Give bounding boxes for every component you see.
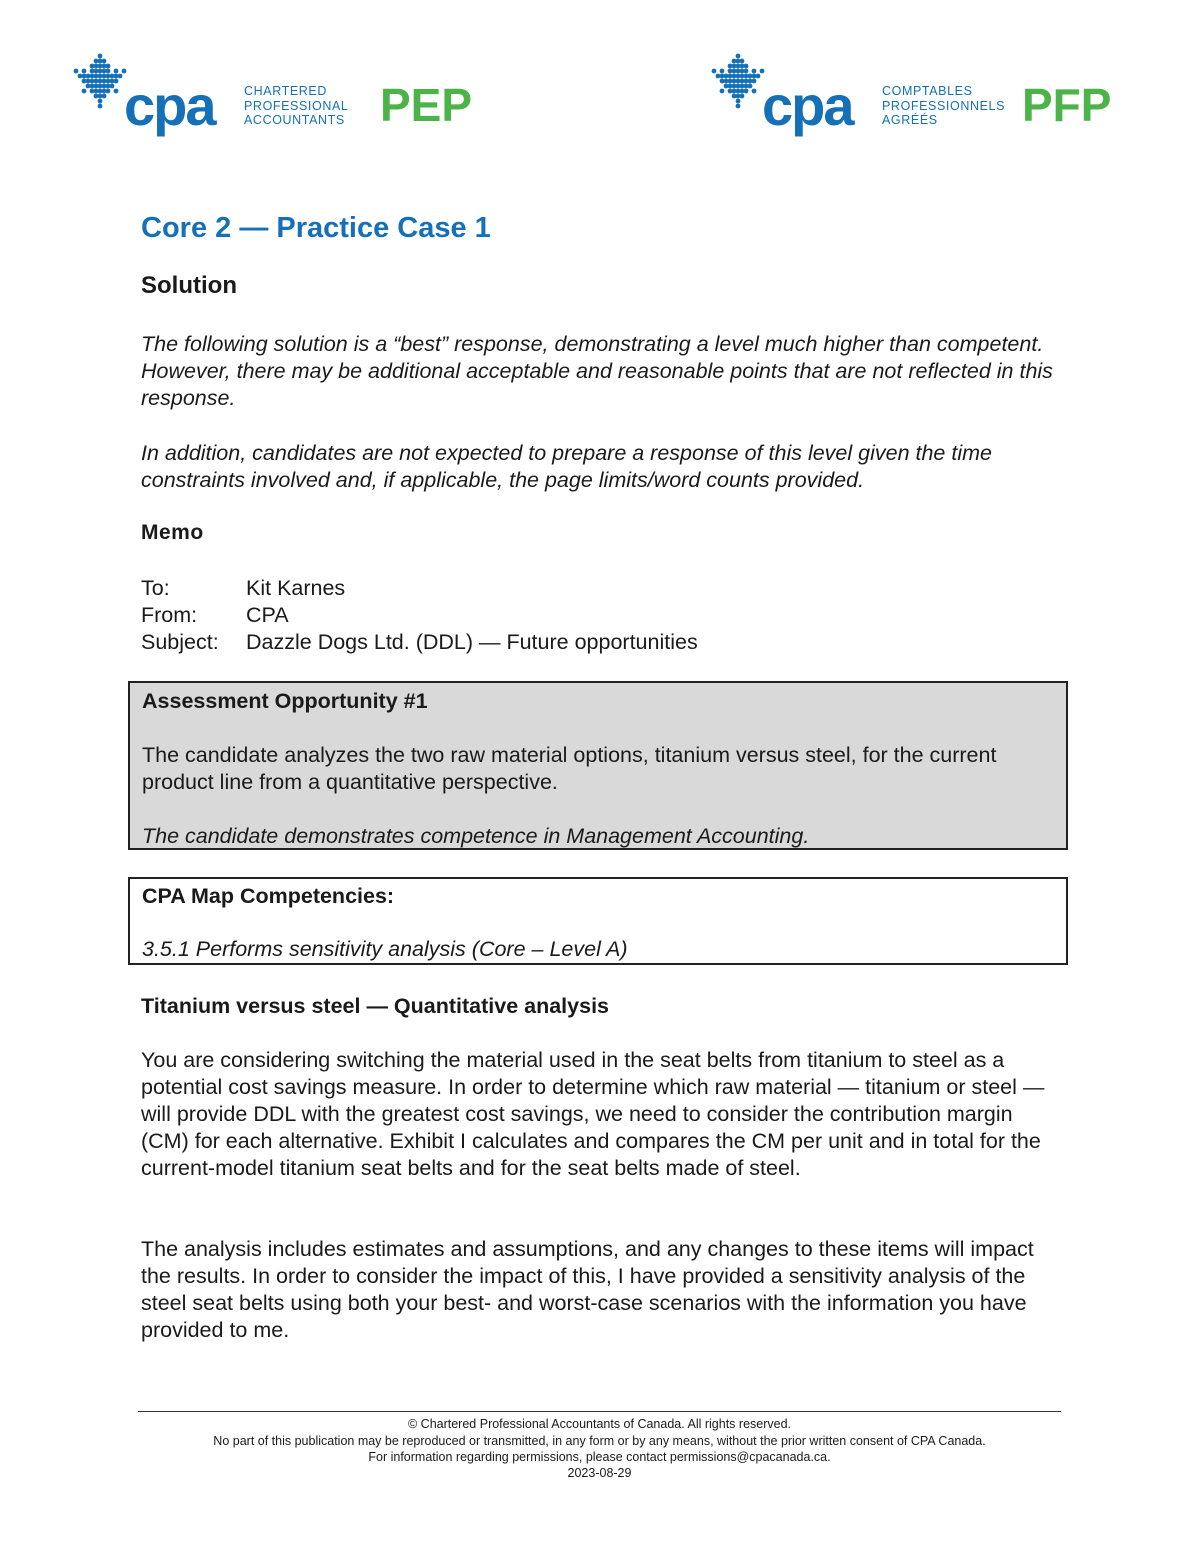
cpa-logo-english (72, 52, 492, 142)
assessment-opportunity-box (128, 681, 1068, 850)
footer-copyright: © Chartered Professional Accountants of Canada. All rights reserved. (407, 1417, 792, 1431)
memo-subject-value: Dazzle Dogs Ltd. (DDL) — Future opportunities (246, 630, 698, 654)
body-paragraph: The analysis includes estimates and assumptions, and any changes to these items will impact the results. In order to consider the impact of this, I have provided a sensitivity analysis of the steel seat belts using both your best- and worst-case scenarios with the information you have provided to me. (141, 1237, 1034, 1342)
memo-subject-label: Subject: (141, 630, 219, 654)
cpa-logo-french (710, 52, 1130, 142)
page-title: Core 2 — Practice Case 1 (141, 212, 491, 244)
competency-item: 3.5.1 Performs sensitivity analysis (Core – Level A) (142, 937, 628, 961)
logo-subtitle-line: PROFESSIONNELS (882, 98, 1006, 113)
memo-to-label: To: (141, 576, 170, 600)
assessment-heading: Assessment Opportunity #1 (142, 689, 428, 713)
memo-from-value: CPA (246, 603, 289, 627)
logo-subtitle-line: CHARTERED (244, 84, 327, 98)
maple-leaf-dots-icon (72, 52, 128, 116)
assessment-competence: The candidate demonstrates competence in Management Accounting. (142, 824, 810, 848)
competencies-box (128, 877, 1068, 965)
logo-subtitle-line: AGRÉÉS (882, 113, 938, 127)
competencies-heading: CPA Map Competencies: (142, 884, 395, 908)
footer-notice: No part of this publication may be reproduced or transmitted, in any form or by any means, without the prior written consent of CPA Canada. (213, 1434, 986, 1448)
maple-leaf-dots-icon (710, 52, 766, 116)
program-tag: PEP (380, 79, 473, 131)
cpa-wordmark: cpa (762, 74, 853, 137)
memo-label: Memo (141, 521, 204, 544)
intro-paragraph: In addition, candidates are not expected to prepare a response of this level given the time constraints involved and, if applicable, the page limits/word counts provided. (141, 441, 992, 492)
footer-permissions: For information regarding permissions, please contact permissions@cpacanada.ca. (368, 1450, 831, 1464)
body-paragraph: You are considering switching the material used in the seat belts from titanium to steel as a potential cost savings measure. In order to determine which raw material — titanium or steel — will provide DDL with the greatest cost savings, we need to consider the contribution margin (CM) for each alternative. Exhibit I calculates and compares the CM per unit and in total for the current-model titanium seat belts and for the seat belts made of steel. (141, 1048, 1045, 1180)
section-heading: Titanium versus steel — Quantitative analysis (141, 994, 610, 1018)
assessment-text: The candidate analyzes the two raw material options, titanium versus steel, for the current product line from a quantitative perspective. (142, 743, 997, 794)
intro-paragraph: The following solution is a “best” response, demonstrating a level much higher than competent. However, there may be additional acceptable and reasonable points that are not reflected in this response. (141, 332, 1053, 410)
memo-subject-row (141, 629, 698, 656)
logo-subtitle-line: COMPTABLES (882, 84, 973, 98)
cpa-wordmark: cpa (124, 74, 215, 137)
logo-subtitle (882, 84, 1005, 128)
logo-subtitle-line: ACCOUNTANTS (244, 113, 345, 127)
memo-from-row (141, 602, 289, 629)
program-tag: PFP (1022, 79, 1112, 131)
logo-subtitle (244, 84, 348, 128)
footer-date: 2023-08-29 (567, 1466, 632, 1480)
memo-to-value: Kit Karnes (246, 576, 346, 600)
memo-to-row (141, 575, 345, 602)
footer-divider (138, 1411, 1061, 1412)
logo-subtitle-line: PROFESSIONAL (244, 98, 349, 113)
solution-heading: Solution (141, 272, 237, 299)
memo-from-label: From: (141, 603, 198, 627)
